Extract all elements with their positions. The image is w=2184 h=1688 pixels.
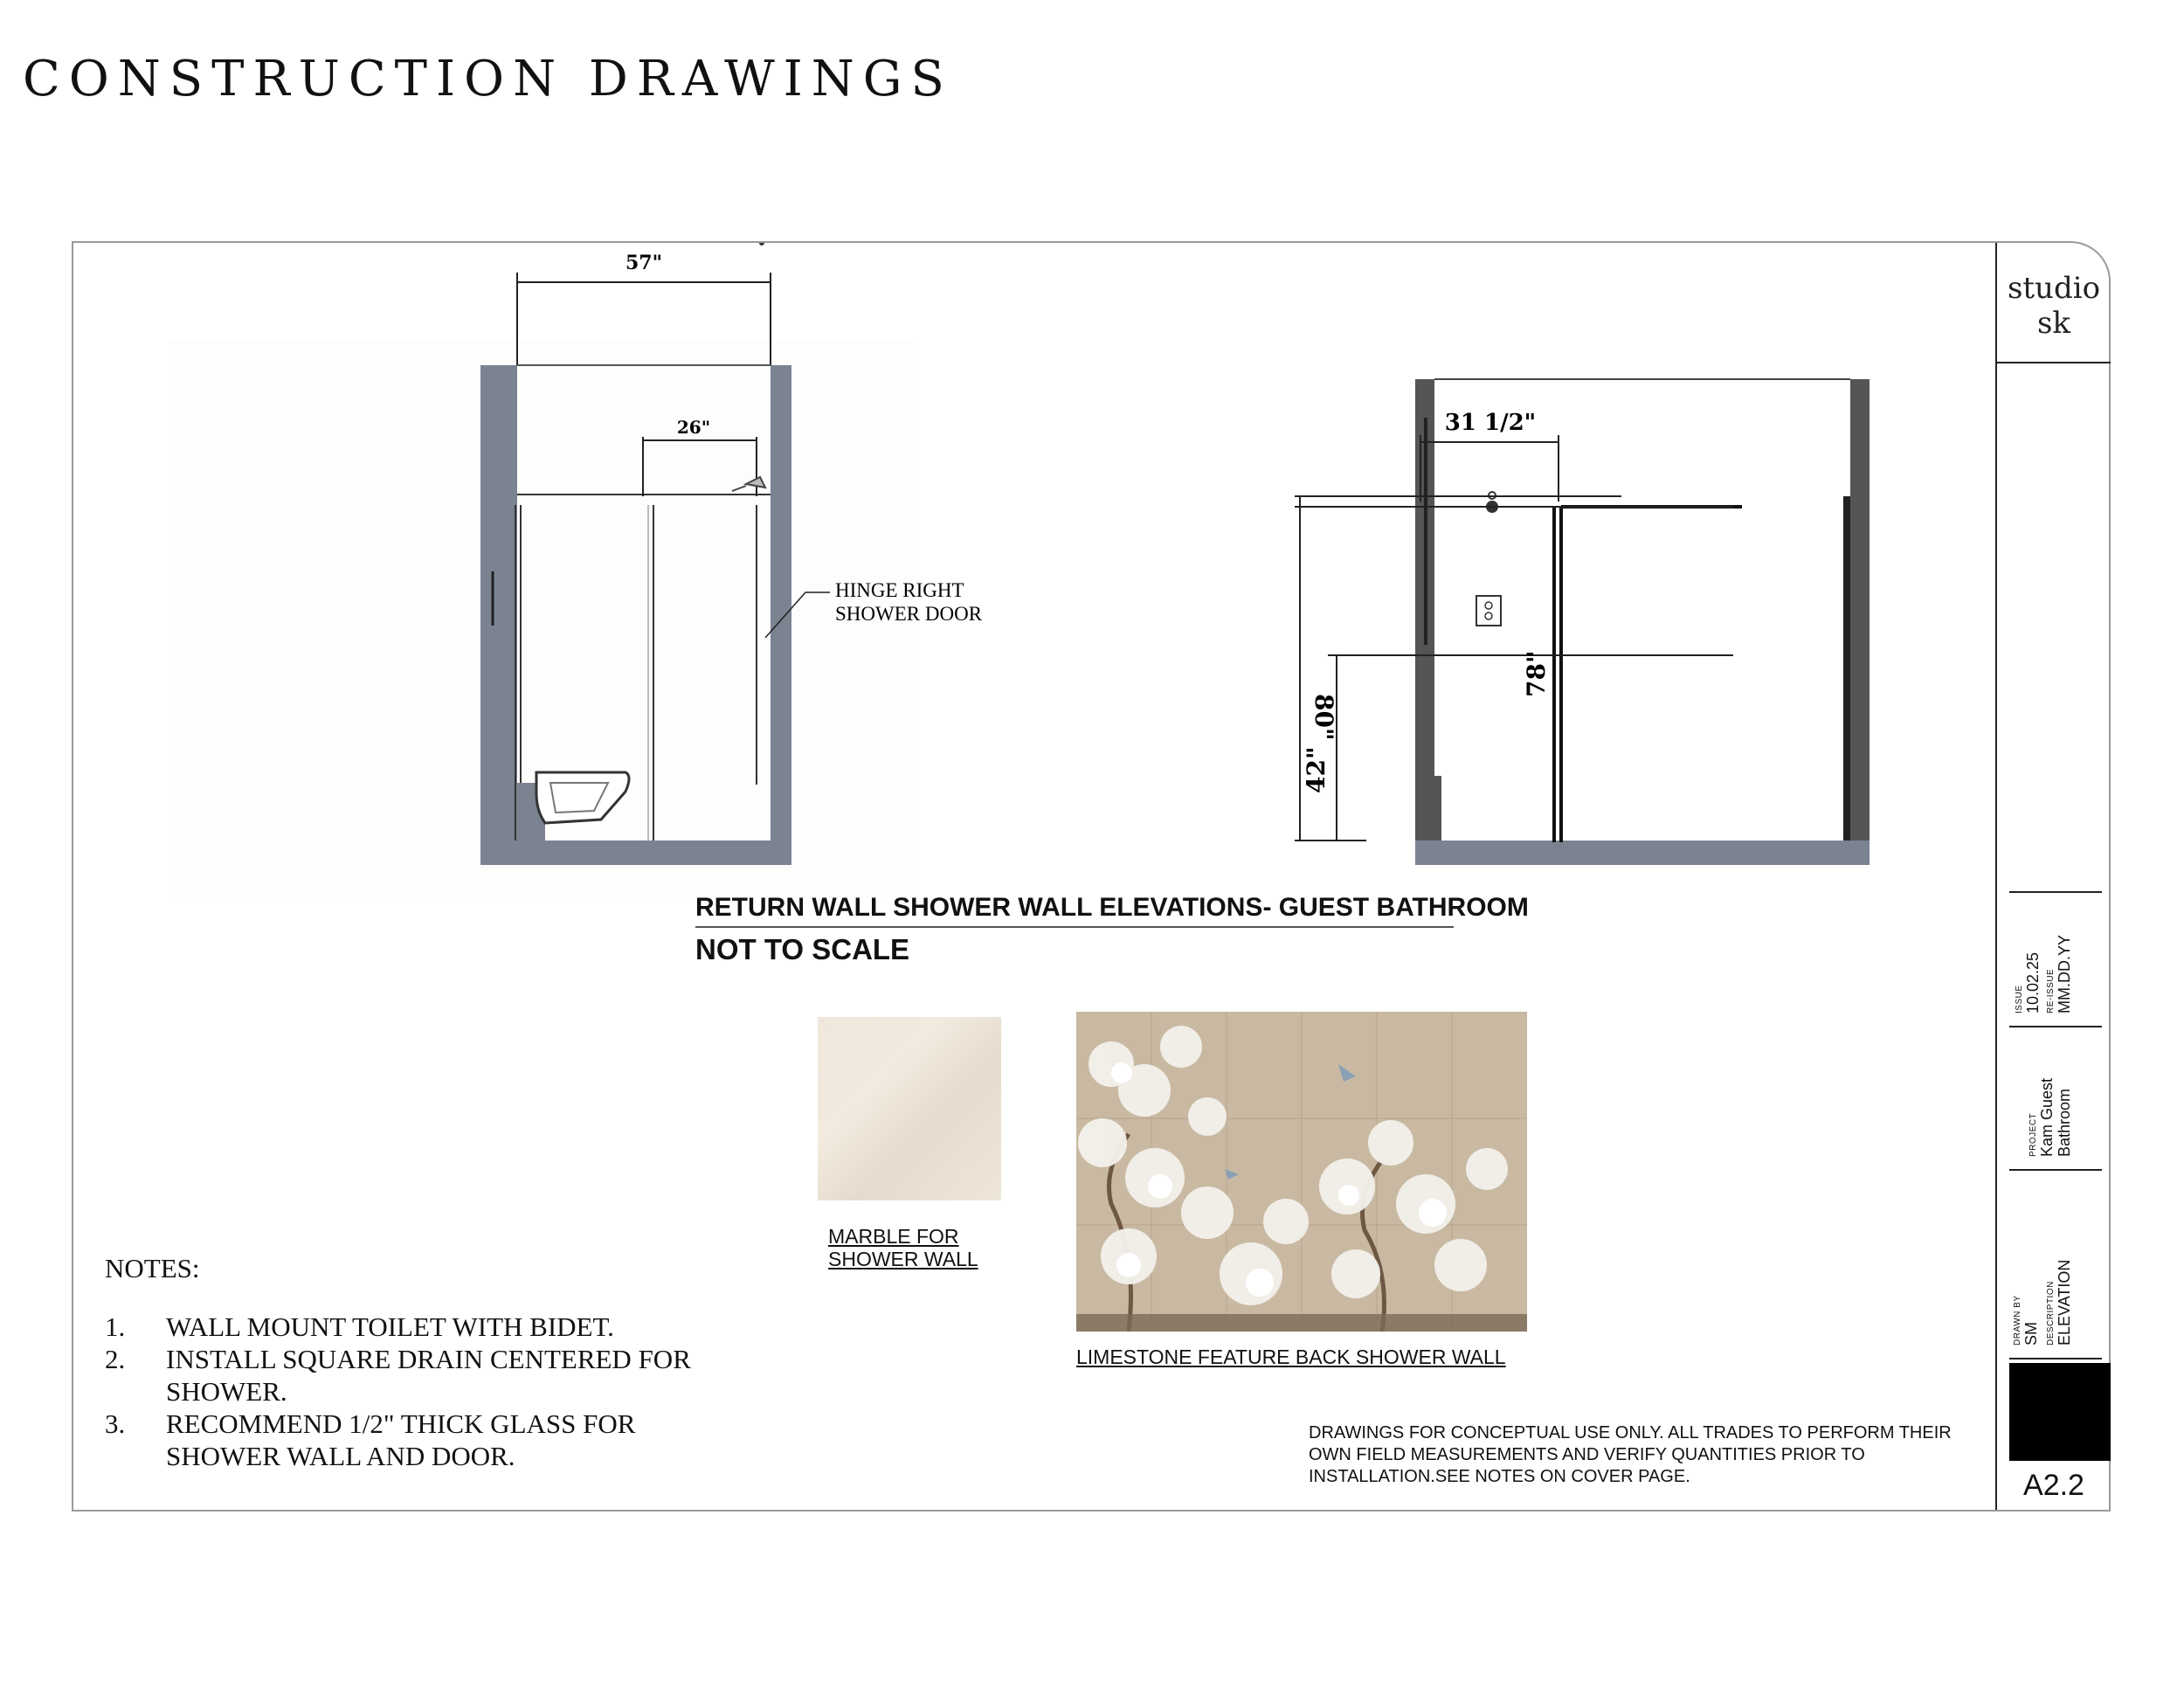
note-text: INSTALL SQUARE DRAIN CENTERED FOR SHOWER. [166,1344,691,1407]
elevation-title-rule [695,926,1454,928]
dimension-78-label: 78" [1522,650,1551,697]
marble-swatch [818,1017,1001,1200]
right-wall [771,365,791,865]
logo-line-1: studio [2007,271,2101,306]
note-item [105,1343,699,1408]
limestone-mural-swatch [1076,1012,1527,1332]
note-item [105,1408,699,1472]
note-text: WALL MOUNT TOILET WITH BIDET. [166,1311,614,1342]
drawing-sheet [72,241,2111,1512]
title-block-black-box [2009,1363,2111,1461]
title-block-divider [2009,891,2102,893]
right-elev-trim [1843,496,1850,841]
description-value: ELEVATION [2056,1259,2073,1346]
project-value-line-1: Kam Guest [2038,1077,2056,1157]
marble-caption-line-1: MARBLE FOR [828,1225,959,1248]
title-block-divider [2009,1358,2102,1359]
right-elev-floor [1415,841,1870,865]
cherry-blossom-mural-image [1076,1012,1527,1332]
dimension-80-label: 80" [1310,694,1338,741]
drawn-by-label: DRAWN BY [2013,1295,2022,1346]
dimension-31-half-label: 31 1/2" [1444,410,1537,436]
mural-caption: LIMESTONE FEATURE BACK SHOWER WALL [1076,1346,1506,1368]
reissue-value: MM.DD.YY [2056,935,2073,1013]
dimension-57-label: 57" [625,252,663,274]
description-label: DESCRIPTION [2046,1281,2056,1346]
logo-line-2: sk [2036,306,2071,341]
note-item [105,1311,699,1343]
marble-caption-line-2: SHOWER WALL [828,1248,978,1270]
dimension-31-half [1420,435,1559,502]
title-block [1995,243,2111,1510]
studio-logo [1997,271,2111,341]
title-block-divider [2009,1169,2102,1171]
dimension-heights [1295,496,1733,841]
project-value-line-2: Bathroom [2056,1088,2073,1157]
dimension-26-label: 26" [676,417,711,438]
notes-title: NOTES: [105,1253,200,1283]
title-block-divider [1997,362,2111,363]
issue-value: 10.02.25 [2024,951,2042,1013]
left-wall [480,365,517,865]
dimension-42-label: 42" [1302,746,1330,793]
elevation-title: RETURN WALL SHOWER WALL ELEVATIONS- GUEST BATHROOM [695,893,1529,922]
note-text: RECOMMEND 1/2" THICK GLASS FOR SHOWER WALL AND DOOR. [166,1408,636,1471]
valve-icon [1476,596,1501,626]
elevation-subtitle: NOT TO SCALE [695,933,910,965]
project-label: PROJECT [2028,1112,2038,1157]
notes-list [105,1311,699,1472]
right-elev-right-wall [1850,379,1870,865]
note-number: 2. [105,1344,126,1374]
issue-label: ISSUE [2015,985,2024,1013]
disclaimer: DRAWINGS FOR CONCEPTUAL USE ONLY. ALL TRADES TO PERFORM THEIR OWN FIELD MEASUREMENTS AND VERIFY QUANTITIES PRIOR TO INSTALLATION.SEE NOTES ON COVER PAGE. [1309,1423,1952,1486]
sheet-number: A2.2 [2023,1469,2084,1502]
note-number: 3. [105,1408,126,1439]
page-title: CONSTRUCTION DRAWINGS [23,51,953,107]
glass-panel [1554,507,1742,842]
reissue-label: RE-ISSUE [2046,968,2056,1013]
note-number: 1. [105,1311,126,1342]
callout-line-1: HINGE RIGHT [835,579,964,601]
callout-line-2: SHOWER DOOR [835,603,983,625]
right-elev-wall-strip [1434,776,1441,841]
title-block-divider [2009,1026,2102,1027]
floor-slab [480,841,791,865]
drawn-by-value: SM [2022,1322,2040,1346]
